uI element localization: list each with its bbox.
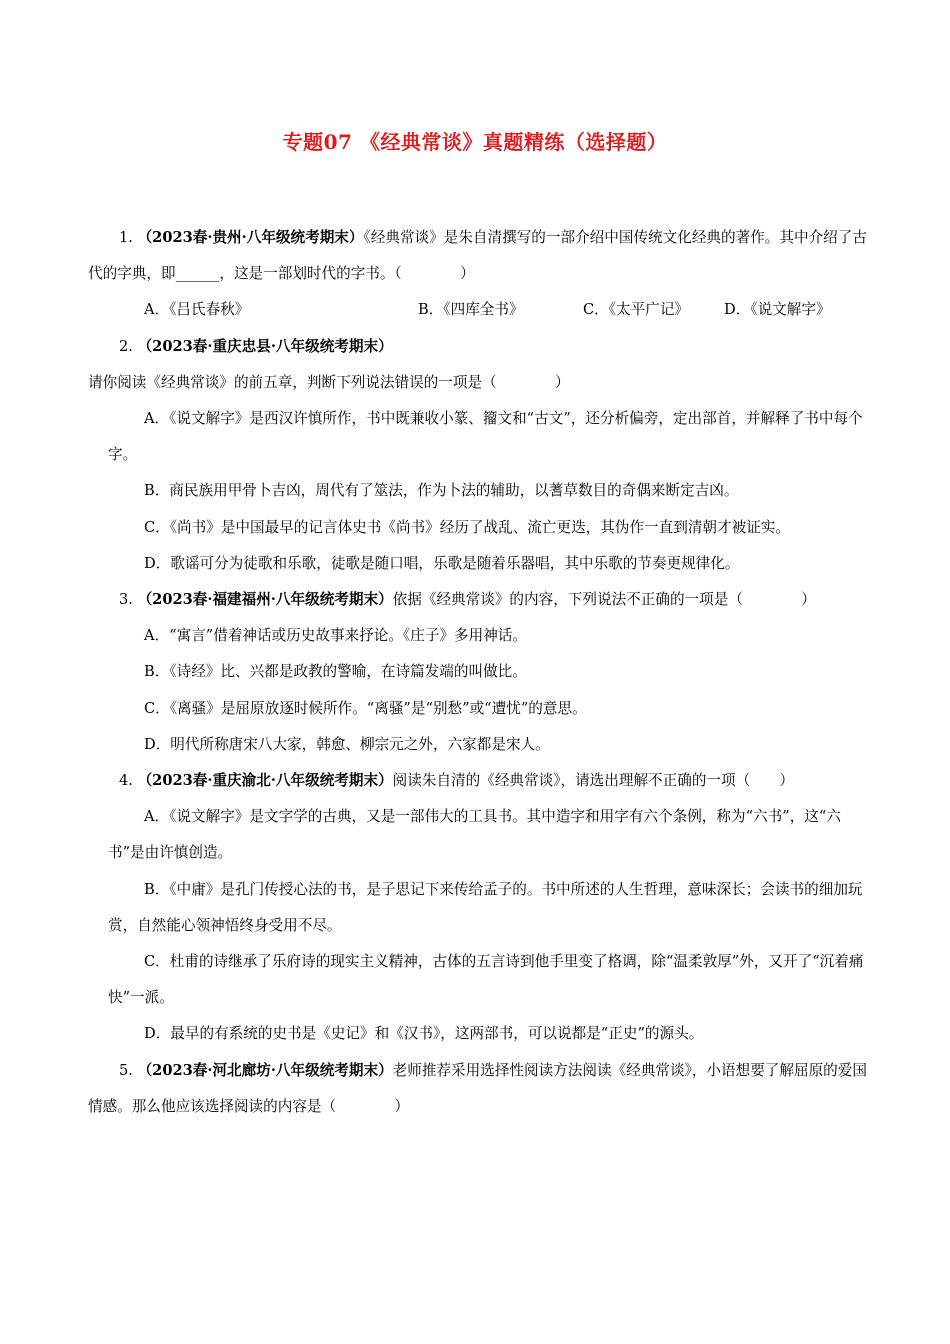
option-b[interactable]: B．《诗经》比、兴都是政教的警喻，在诗篇发端的叫做比。 [144,663,527,681]
question-source: （2023春·重庆忠县·八年级统考期末） [137,337,393,355]
question-number: 5. [119,1061,133,1079]
option-d[interactable]: D．《说文解字》 [724,301,831,319]
question-stem [88,582,868,618]
page-title: 专题07 《经典常谈》真题精练（选择题） [282,130,668,154]
question-stem [88,329,868,401]
question-number: 3. [119,591,133,609]
option-a[interactable]: A．《说文解字》是文字学的古典，又是一部伟大的工具书。其中造字和用字有六个条例，称为“六书”，这“六书”是由许慎创造。 [108,808,841,862]
option-d[interactable]: D．歌谣可分为徒歌和乐歌，徒歌是随口唱，乐歌是随着乐器唱，其中乐歌的节奏更规律化。 [144,554,740,572]
question-source: （2023春·重庆渝北·八年级统考期末） [137,772,393,790]
option-c[interactable]: C．《尚书》是中国最早的记言体史书《尚书》经历了战乱、流亡更迭，其伪作一直到清朝才被证实。 [144,518,790,536]
question-4 [88,763,868,1053]
question-text: 依据《经典常谈》的内容，下列说法不正确的一项是（ ） [392,591,816,609]
option-c[interactable]: C．《离骚》是屈原放逐时候所作。“离骚”是“别愁”或“遭忧”的意思。 [144,699,587,717]
option-c[interactable]: C．杜甫的诗继承了乐府诗的现实主义精神，古体的五言诗到他手里变了格调，除“温柔敦厚”外，又开了“沉着痛快”一派。 [108,953,864,1007]
option-b[interactable]: B．商民族用甲骨卜吉凶，周代有了筮法，作为卜法的辅助，以蓍草数目的奇偶来断定吉凶。 [144,482,739,500]
question-number: 4. [119,772,133,790]
question-source: （2023春·河北廊坊·八年级统考期末） [137,1061,393,1079]
option-d[interactable]: D．最早的有系统的史书是《史记》和《汉书》，这两部书，可以说都是“正史”的源头。 [144,1025,704,1043]
option-a[interactable]: A．“寓言”借着神话或历史故事来抒论。《庄子》多用神话。 [144,627,528,645]
question-3 [88,582,868,763]
question-stem [88,763,868,799]
option-d[interactable]: D．明代所称唐宋八大家，韩愈、柳宗元之外，六家都是宋人。 [144,735,550,753]
question-2 [88,329,868,582]
question-list [88,220,868,1125]
option-b[interactable]: B．《四库全书》 [418,301,524,319]
question-stem [88,1053,868,1125]
option-a[interactable]: A．《吕氏春秋》 [144,301,250,319]
question-text: 老师推荐采用选择性阅读方法阅读《经典常谈》，小语想要了解屈原的爱国情感。那么他应该选择阅读的内容是（ ） [88,1061,867,1115]
option-b[interactable]: B．《中庸》是孔门传授心法的书，是子思记下来传给孟子的。书中所述的人生哲理，意味深长；会读书的细加玩赏，自然能心领神悟终身受用不尽。 [108,880,863,934]
question-number: 2. [119,337,133,355]
question-5 [88,1053,868,1125]
question-source: （2023春·福建福州·八年级统考期末） [137,591,393,609]
question-number: 1. [119,229,133,246]
question-source: （2023春·贵州·八年级统考期末） [137,229,364,246]
question-text: 阅读朱自清的《经典常谈》，请选出理解不正确的一项（ ） [392,772,794,790]
options-row [88,292,868,328]
question-text: 《经典常谈》是朱自清撰写的一部介绍中国传统文化经典的著作。其中介绍了古代的字典，即______，这是一部划时代的字书。（ ） [88,229,867,283]
option-a[interactable]: A．《说文解字》是西汉许慎所作，书中既兼收小篆、籀文和“古文”，还分析偏旁，定出部首，并解释了书中每个字。 [108,410,863,464]
option-c[interactable]: C．《太平广记》 [583,301,690,319]
question-stem [88,220,868,292]
question-text: 请你阅读《经典常谈》的前五章，判断下列说法错误的一项是（ ） [88,373,570,391]
question-1 [88,220,868,329]
